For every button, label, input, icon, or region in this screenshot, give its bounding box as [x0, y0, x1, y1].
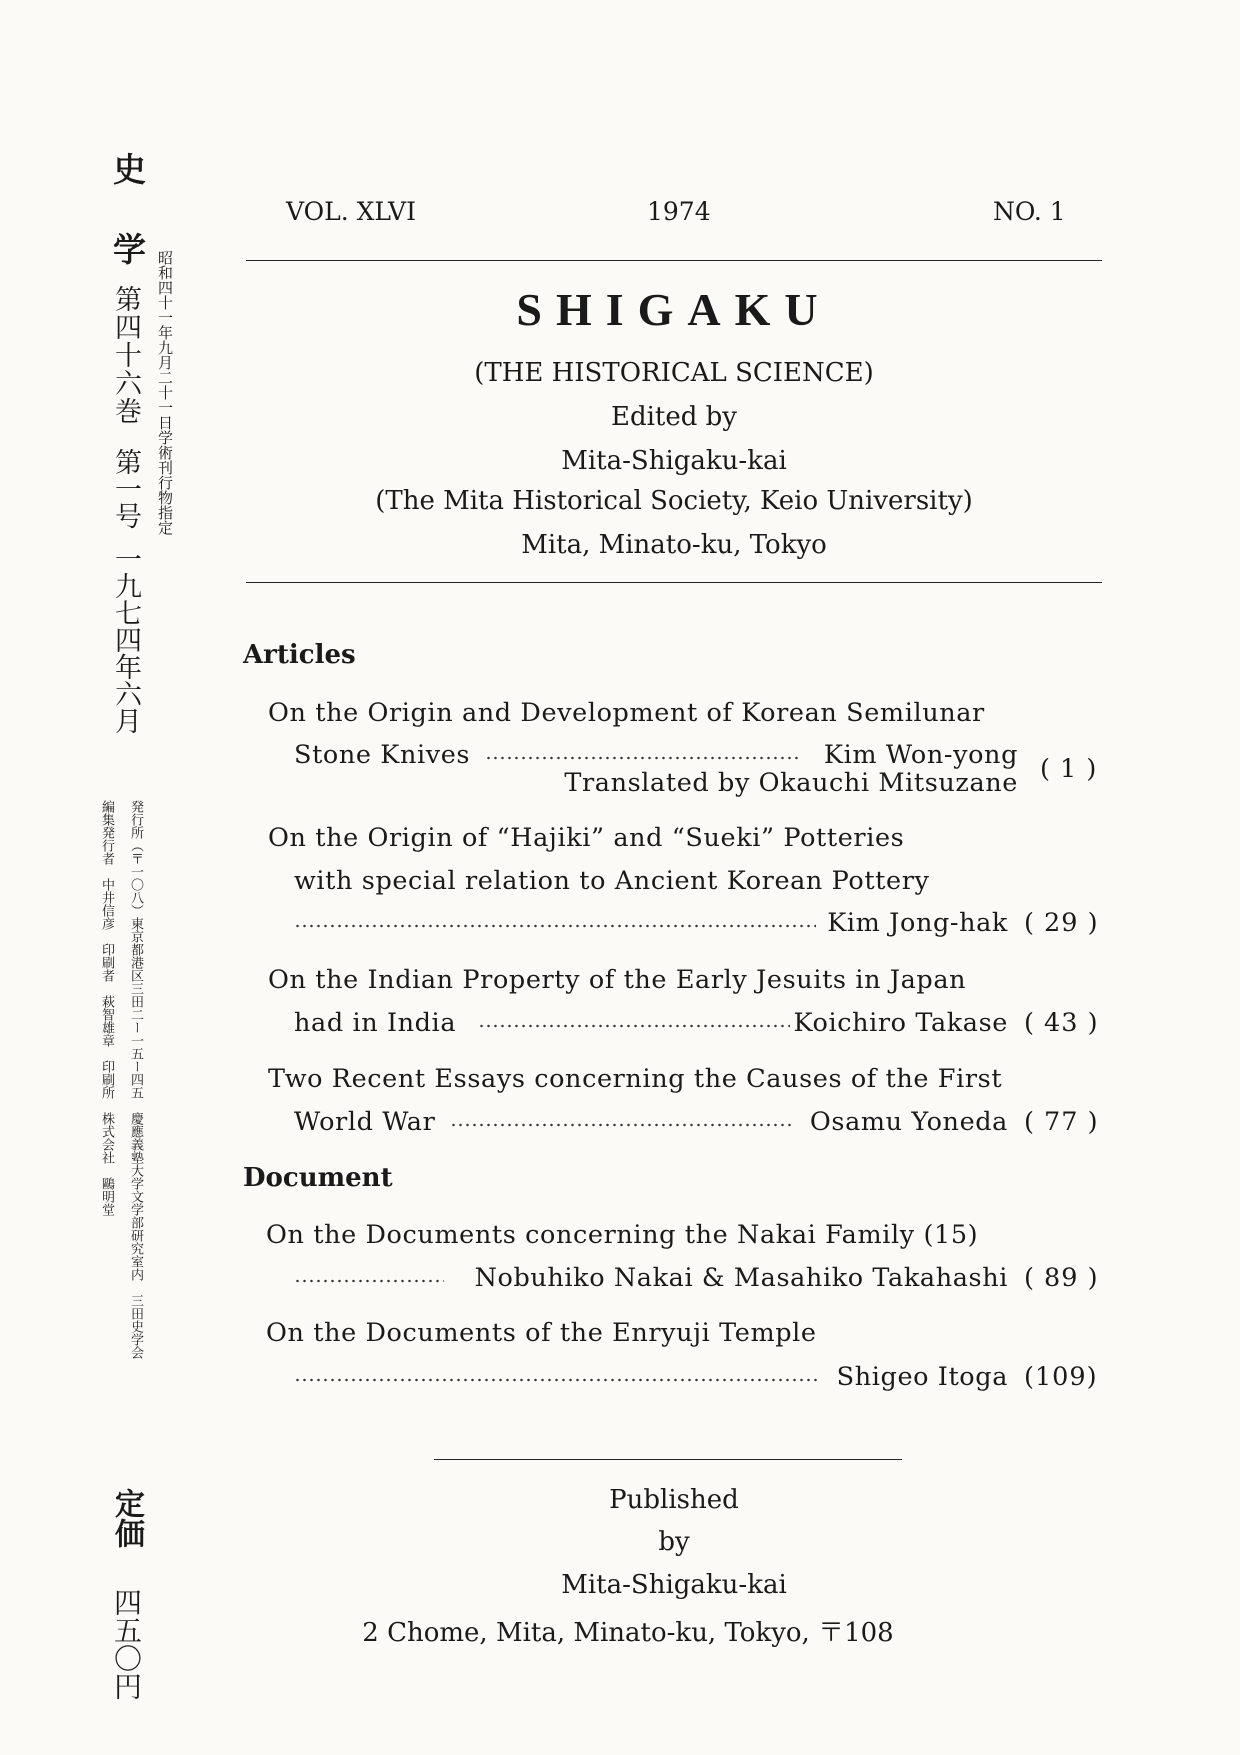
society-location: Mita, Minato-ku, Tokyo	[521, 530, 827, 560]
volume-label: VOL. XLVI	[286, 197, 416, 226]
spine-price-label: 定価	[109, 1488, 144, 1548]
article-2-title-line-1: On the Origin of “Hajiki” and “Sueki” Potteries	[268, 823, 905, 853]
article-2-author: Kim Jong-hak	[827, 908, 1008, 938]
spine-title-char-2: 学	[108, 232, 147, 265]
article-2-title-line-2: with special relation to Ancient Korean Pottery	[294, 866, 930, 896]
article-3-leader-dots	[478, 1024, 790, 1028]
document-1-author: Nobuhiko Nakai & Masahiko Takahashi	[474, 1263, 1008, 1293]
publisher-name: Mita-Shigaku-kai	[561, 1570, 787, 1600]
document-2-title: On the Documents of the Enryuji Temple	[266, 1318, 817, 1348]
publisher-divider	[434, 1459, 902, 1460]
articles-heading: Articles	[243, 640, 356, 670]
spine-price-value: 四五〇円	[110, 1588, 143, 1700]
spine-publisher-line-2: 編集発行者 中井信彦 印刷者 萩智雄章 印刷所 株式会社 鷗明堂	[99, 800, 114, 1216]
article-2-leader-dots	[294, 924, 816, 928]
issue-number-label: NO. 1	[993, 197, 1066, 226]
spine-issue: 第一号	[110, 448, 141, 529]
published-label: Published	[609, 1485, 739, 1515]
article-1-title-line-2: Stone Knives	[294, 740, 471, 770]
spine-designation: 昭和四十一年九月二十一日学術刊行物指定	[156, 250, 174, 535]
society-name-english: (The Mita Historical Society, Keio University)	[375, 486, 973, 516]
edited-by-label: Edited by	[610, 402, 737, 432]
document-heading: Document	[243, 1163, 393, 1193]
article-1-title-line-1: On the Origin and Development of Korean Semilunar	[268, 698, 985, 728]
document-1-title: On the Documents concerning the Nakai Family (15)	[266, 1220, 979, 1250]
society-name: Mita-Shigaku-kai	[561, 446, 787, 476]
document-2-leader-dots	[294, 1378, 820, 1382]
article-1-leader-dots	[485, 756, 798, 760]
article-3-title-line-1: On the Indian Property of the Early Jesuits in Japan	[268, 965, 967, 995]
article-2-page: ( 29 )	[1024, 908, 1099, 938]
document-2-page: (109)	[1024, 1362, 1098, 1392]
article-1-translator: Translated by Okauchi Mitsuzane	[564, 768, 1018, 798]
article-1-author: Kim Won-yong	[823, 740, 1018, 770]
journal-title: SHIGAKU	[516, 284, 832, 335]
article-4-page: ( 77 )	[1024, 1107, 1099, 1137]
top-divider	[246, 260, 1102, 261]
document-2-author: Shigeo Itoga	[836, 1362, 1008, 1392]
spine-volume: 第四十六巻	[110, 285, 141, 425]
article-4-author: Osamu Yoneda	[809, 1107, 1008, 1137]
article-4-leader-dots	[450, 1123, 792, 1127]
publisher-address: 2 Chome, Mita, Minato-ku, Tokyo, 〒108	[362, 1618, 894, 1648]
document-1-page: ( 89 )	[1024, 1263, 1099, 1293]
document-1-leader-dots	[294, 1279, 444, 1283]
article-4-title-line-1: Two Recent Essays concerning the Causes of the First	[268, 1064, 1003, 1094]
by-label: by	[658, 1527, 690, 1557]
article-3-author: Koichiro Takase	[793, 1008, 1008, 1038]
article-3-page: ( 43 )	[1024, 1008, 1099, 1038]
year-label: 1974	[647, 197, 711, 226]
journal-subtitle: (THE HISTORICAL SCIENCE)	[474, 358, 874, 388]
article-4-title-line-2: World War	[294, 1107, 436, 1137]
article-3-title-line-2: had in India	[294, 1008, 457, 1038]
masthead-divider	[246, 582, 1102, 583]
spine-date: 一九七四年六月	[110, 545, 141, 734]
spine-title-char-1: 史	[108, 152, 147, 185]
article-1-page: ( 1 )	[1040, 754, 1098, 784]
spine-publisher-line-1: 発行所（〒一〇八）東京都港区三田二ー一五ー四五 慶應義塾大学文学部研究室内 三田史学会	[128, 800, 143, 1359]
